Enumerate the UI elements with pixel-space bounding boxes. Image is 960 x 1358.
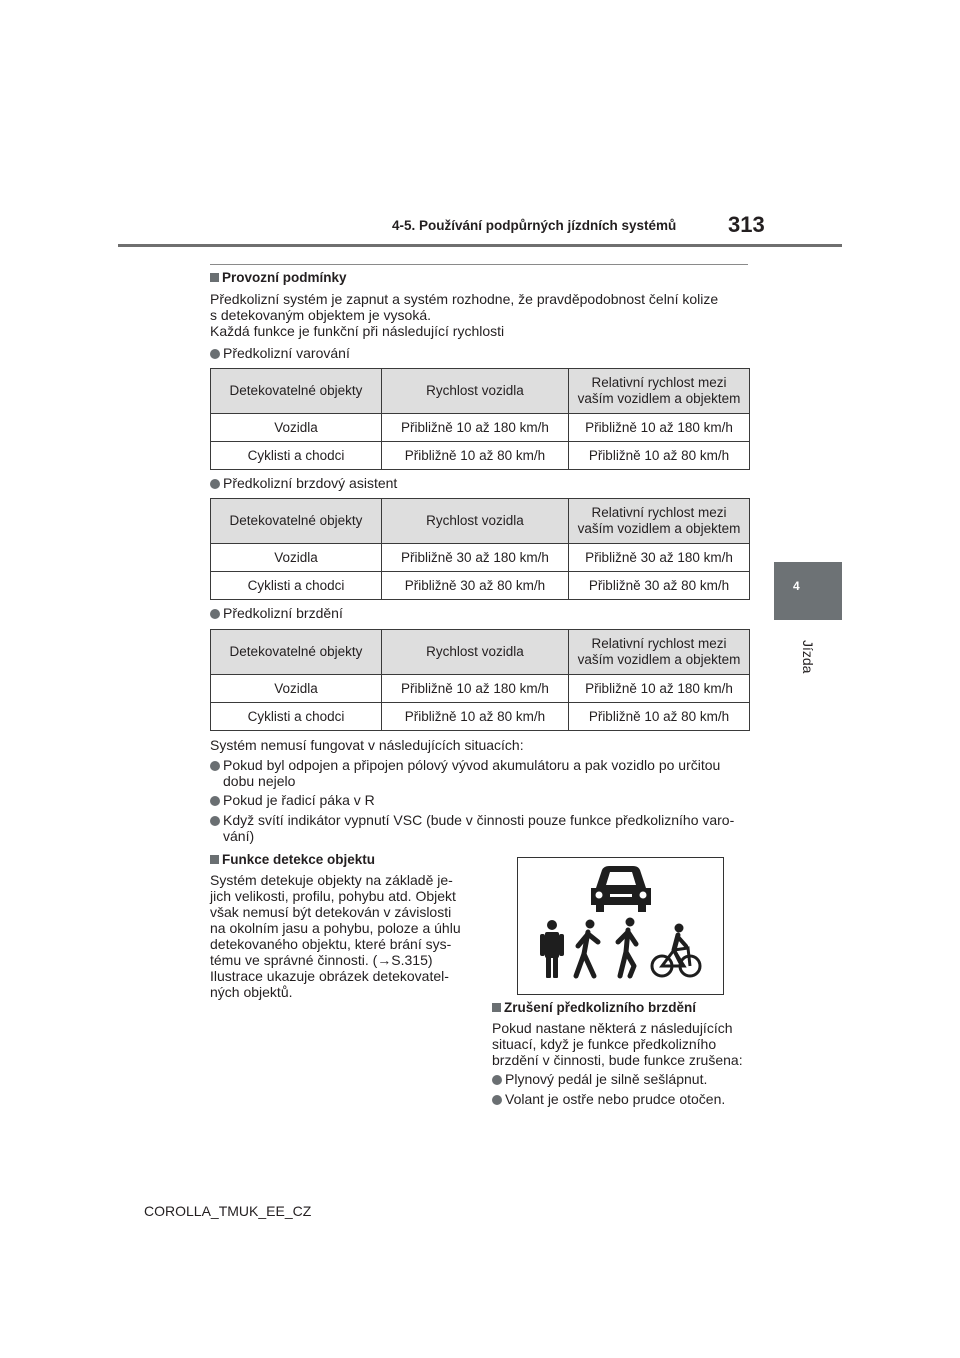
header-rule [118, 244, 842, 247]
speed-table-brake-assist [210, 498, 750, 600]
circle-bullet-icon [210, 349, 220, 359]
chapter-tab [774, 562, 842, 620]
operating-text [210, 291, 718, 339]
header-cell: Detekovatelné objekty [211, 369, 382, 414]
circle-bullet-icon [210, 796, 220, 806]
cancel-bullet-2: Volant je ostře nebo prudce otočen. [492, 1091, 725, 1107]
section-title: 4-5. Používání podpůrných jízdních systémů [392, 218, 677, 233]
table-header-row [211, 499, 750, 544]
circle-bullet-icon [210, 761, 220, 771]
table-cell: Přibližně 10 až 180 km/h [568, 414, 749, 442]
table-header-row [211, 630, 750, 675]
table-cell: Přibližně 30 až 80 km/h [568, 572, 749, 600]
operating-heading: Provozní podmínky [210, 270, 347, 285]
header-cell: Rychlost vozidla [381, 499, 568, 544]
table-cell: Přibližně 30 až 180 km/h [381, 544, 568, 572]
table-row [211, 544, 750, 572]
table-cell: Vozidla [211, 675, 382, 703]
table-cell: Přibližně 10 až 80 km/h [381, 703, 568, 731]
text-line: jich velikosti, profilu, pohybu atd. Objekt [210, 888, 456, 904]
square-bullet-icon [492, 1003, 501, 1012]
chapter-number: 4 [793, 579, 800, 593]
situation-bullet-2: Pokud je řadicí páka v R [210, 792, 375, 808]
header-cell: Detekovatelné objekty [211, 630, 382, 675]
detectable-objects-illustration [517, 857, 724, 995]
walking-pedestrian-icon [576, 920, 598, 977]
speed-table-braking [210, 629, 750, 731]
table-1-title: Předkolizní varování [210, 345, 350, 361]
situation-bullet-3: Když svítí indikátor vypnutí VSC (bude v činnosti pouze funkce předkolizního varo- vání) [210, 812, 768, 844]
square-bullet-icon [210, 855, 219, 864]
cancel-bullet-1: Plynový pedál je silně sešlápnut. [492, 1071, 707, 1087]
square-bullet-icon [210, 273, 219, 282]
situations-intro: Systém nemusí fungovat v následujících situacích: [210, 737, 524, 753]
page-number: 313 [728, 212, 765, 237]
table-cell: Přibližně 10 až 80 km/h [568, 442, 749, 470]
situation-bullet-1: Pokud byl odpojen a připojen pólový vývod akumulátoru a pak vozidlo po určitou dobu nejelo [210, 757, 768, 789]
table-cell: Přibližně 30 až 80 km/h [381, 572, 568, 600]
chapter-label: Jízda [800, 640, 816, 674]
objects-svg [518, 858, 723, 994]
table-3-title: Předkolizní brzdění [210, 605, 343, 621]
text-line: na okolním jasu a pohybu, poloze a úhlu [210, 920, 461, 936]
table-cell: Cyklisti a chodci [211, 572, 382, 600]
content-rule [210, 264, 748, 265]
table-cell: Přibližně 10 až 180 km/h [381, 414, 568, 442]
table-row [211, 703, 750, 731]
standing-pedestrian-icon [540, 920, 564, 978]
header-cell: Detekovatelné objekty [211, 499, 382, 544]
table-cell: Cyklisti a chodci [211, 442, 382, 470]
cancel-text [492, 1020, 762, 1068]
text-line: Systém detekuje objekty na základě je- [210, 872, 453, 888]
text-line: brzdění v činnosti, bude funkce zrušena: [492, 1052, 743, 1068]
text-line: Předkolizní systém je zapnut a systém rozhodne, že pravděpodobnost čelní kolize [210, 291, 719, 307]
table-cell: Přibližně 10 až 180 km/h [568, 675, 749, 703]
text-line: ných objektů. [210, 984, 293, 1000]
car-icon [591, 866, 651, 912]
header-cell: Relativní rychlost mezi vaším vozidlem a objektem [568, 630, 749, 675]
detection-heading: Funkce detekce objektu [210, 852, 375, 867]
circle-bullet-icon [210, 816, 220, 826]
text-line: tému ve správné činnosti. (→S.315) [210, 952, 433, 968]
table-row [211, 414, 750, 442]
header-cell: Relativní rychlost mezi vaším vozidlem a objektem [568, 499, 749, 544]
table-cell: Přibližně 10 až 180 km/h [381, 675, 568, 703]
circle-bullet-icon [492, 1095, 502, 1105]
circle-bullet-icon [210, 609, 220, 619]
text-line: s detekovaným objektem je vysoká. [210, 307, 431, 323]
header-cell: Rychlost vozidla [381, 630, 568, 675]
header-cell: Rychlost vozidla [381, 369, 568, 414]
table-header-row [211, 369, 750, 414]
circle-bullet-icon [492, 1075, 502, 1085]
circle-bullet-icon [210, 479, 220, 489]
cancel-heading: Zrušení předkolizního brzdění [492, 1000, 696, 1015]
cyclist-icon [652, 924, 700, 977]
model-code: COROLLA_TMUK_EE_CZ [144, 1203, 312, 1219]
detection-text [210, 872, 480, 1000]
table-row [211, 442, 750, 470]
table-cell: Přibližně 30 až 180 km/h [568, 544, 749, 572]
table-cell: Přibližně 10 až 80 km/h [568, 703, 749, 731]
table-cell: Cyklisti a chodci [211, 703, 382, 731]
speed-table-warning [210, 368, 750, 470]
text-line: však nemusí být detekován v závislosti [210, 904, 452, 920]
table-cell: Vozidla [211, 414, 382, 442]
text-line: situací, když je funkce předkolizního [492, 1036, 717, 1052]
table-cell: Přibližně 10 až 80 km/h [381, 442, 568, 470]
text-line: Ilustrace ukazuje obrázek detekovatel- [210, 968, 449, 984]
table-row [211, 572, 750, 600]
header-cell: Relativní rychlost mezi vaším vozidlem a objektem [568, 369, 749, 414]
table-cell: Vozidla [211, 544, 382, 572]
text-line: detekovaného objektu, které brání sys- [210, 936, 452, 952]
text-line: Každá funkce je funkční při následující rychlosti [210, 323, 505, 339]
table-row [211, 675, 750, 703]
text-line: Pokud nastane některá z následujících [492, 1020, 733, 1036]
table-2-title: Předkolizní brzdový asistent [210, 475, 397, 491]
running-pedestrian-icon [618, 918, 636, 977]
